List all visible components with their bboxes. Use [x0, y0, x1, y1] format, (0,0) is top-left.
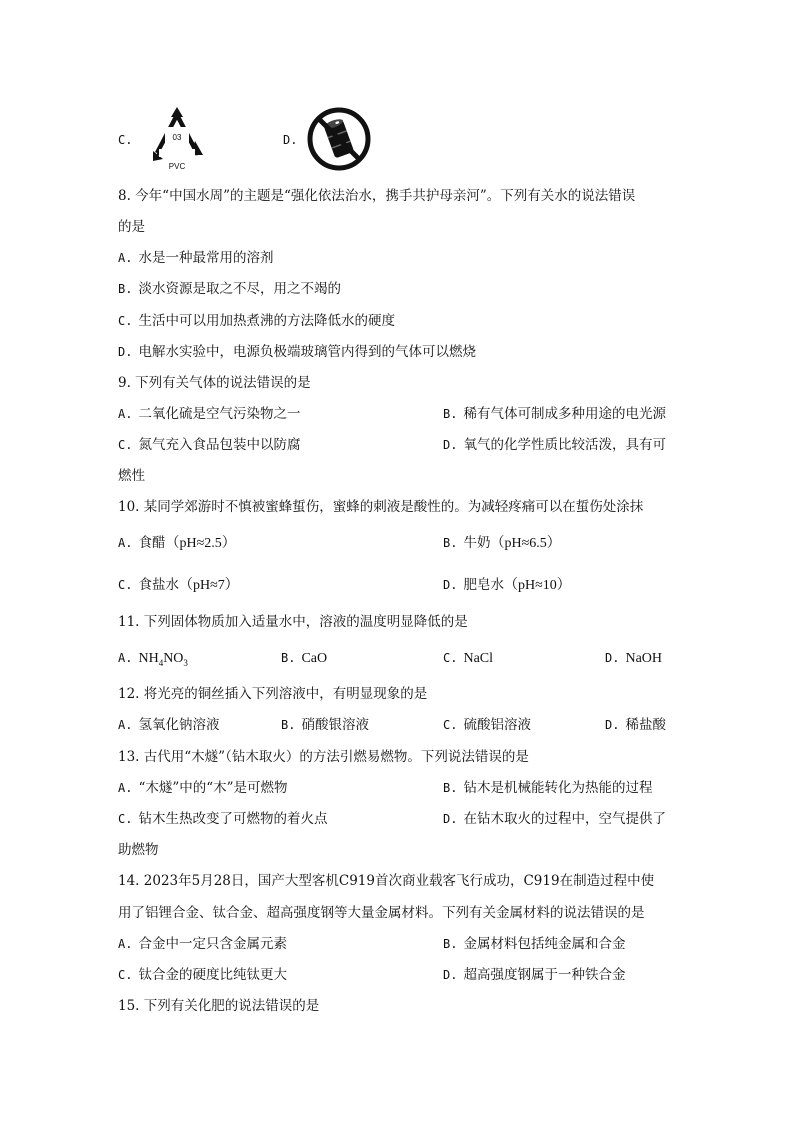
option-formula: CaO: [301, 651, 328, 666]
q10-stem: 10. 某同学郊游时不慎被蜜蜂蜇伤，蜜蜂的刺液是酸性的。为减轻疼痛可以在蜇伤处涂抹: [118, 499, 644, 515]
q13-stem: 13. 古代用“木燧”（钻木取火）的方法引燃易燃物。下列说法错误的是: [118, 749, 529, 765]
q11-option-c: [443, 648, 493, 669]
option-letter: B.: [281, 718, 296, 732]
option-ph: （pH≈10）: [503, 578, 571, 593]
q14-option-b: [443, 934, 625, 954]
q14-stem-line1: 14. 2023年5月28日，国产大型客机C919首次商业载客飞行成功，C919在制造过程中使: [118, 873, 655, 889]
option-text: 氮气充入食品包装中以防腐: [138, 437, 301, 453]
option-text: 牛奶: [463, 535, 491, 551]
option-text: 钻木生热改变了可燃物的着火点: [138, 811, 328, 827]
option-text: “木燧”中的“木”是可燃物: [138, 780, 288, 796]
option-letter: C.: [118, 812, 133, 826]
option-text: 在钻木取火的过程中，空气提供了: [463, 811, 666, 827]
option-letter: C.: [118, 133, 133, 147]
option-ph: （pH≈7）: [178, 578, 239, 593]
q9-option-b: [443, 404, 666, 424]
q9-option-d: [443, 435, 666, 455]
q11-stem: 11. 下列固体物质加入适量水中，溶液的温度明显降低的是: [118, 614, 468, 630]
q8-option-a: [118, 248, 273, 268]
option-text: 氢氧化钠溶液: [138, 717, 220, 733]
option-text: 合金中一定只含金属元素: [138, 936, 287, 952]
q9-option-c: [118, 435, 300, 455]
option-letter: A.: [118, 718, 133, 732]
option-text: 超高强度钢属于一种铁合金: [463, 967, 626, 983]
q8-option-b: [118, 279, 341, 299]
option-letter: A.: [118, 651, 133, 665]
option-ph: （pH≈2.5）: [165, 536, 236, 551]
q10-option-b: [443, 533, 561, 554]
option-text: 稀盐酸: [625, 717, 666, 733]
option-letter: D.: [605, 651, 620, 665]
q8-stem-line1: 8. 今年“中国水周”的主题是“强化依法治水，携手共护母亲河”。下列有关水的说法错误: [118, 188, 636, 204]
q8-option-c: [118, 311, 395, 331]
option-letter: C.: [443, 651, 458, 665]
q12-option-a: [118, 715, 219, 735]
q11-option-d: [605, 648, 662, 669]
option-letter: B.: [443, 407, 458, 421]
option-letter: C.: [118, 578, 133, 592]
q7-option-d: [283, 130, 303, 150]
q15-stem: 15. 下列有关化肥的说法错误的是: [118, 998, 320, 1014]
option-formula: NaOH: [625, 651, 662, 666]
option-text: 钻木是机械能转化为热能的过程: [463, 780, 653, 796]
option-text: 金属材料包括纯金属和合金: [463, 936, 626, 952]
option-text: 硫酸铝溶液: [463, 717, 531, 733]
option-letter: B.: [281, 651, 296, 665]
q11-option-a: [118, 648, 188, 673]
option-letter: B.: [118, 282, 133, 296]
option-letter: B.: [443, 781, 458, 795]
q14-option-a: [118, 934, 287, 954]
option-letter: C.: [118, 968, 133, 982]
recycle-pvc-icon: [145, 103, 209, 171]
q8-stem-line2: 的是: [118, 219, 145, 235]
q13-option-c: [118, 809, 327, 829]
option-letter: D.: [443, 578, 458, 592]
option-formula: NaCl: [463, 651, 494, 666]
option-ph: （pH≈6.5）: [490, 536, 561, 551]
option-letter: C.: [118, 314, 133, 328]
option-letter: A.: [118, 781, 133, 795]
no-dumping-barrel-icon: [306, 106, 372, 172]
option-text: 食盐水: [138, 577, 179, 593]
q10-option-a: [118, 533, 236, 554]
option-letter: D.: [118, 345, 133, 359]
option-text: 二氧化硫是空气污染物之一: [138, 406, 301, 422]
option-letter: A.: [118, 937, 133, 951]
option-letter: C.: [118, 438, 133, 452]
q13-option-b: [443, 778, 652, 798]
option-letter: D.: [605, 718, 620, 732]
q10-option-d: [443, 575, 571, 596]
recycle-label: PVC: [168, 162, 186, 171]
option-letter: D.: [283, 133, 298, 147]
option-text: 生活中可以用加热煮沸的方法降低水的硬度: [138, 313, 395, 329]
option-letter: A.: [118, 251, 133, 265]
option-text: 硝酸银溶液: [301, 717, 369, 733]
option-letter: A.: [118, 407, 133, 421]
q13-option-a: [118, 778, 288, 798]
q7-option-c: [118, 130, 138, 150]
option-text: 氧气的化学性质比较活泼，具有可: [463, 437, 666, 453]
q12-option-d: [605, 715, 666, 735]
option-text: 稀有气体可制成多种用途的电光源: [463, 406, 666, 422]
option-letter: B.: [443, 536, 458, 550]
option-text: 肥皂水: [463, 577, 504, 593]
option-letter: A.: [118, 536, 133, 550]
q13-option-d-wrap: 助燃物: [118, 842, 159, 858]
option-formula: $NH_4NO_3$: [138, 651, 188, 668]
option-letter: B.: [443, 937, 458, 951]
q9-stem: 9. 下列有关气体的说法错误的是: [118, 375, 311, 391]
q12-stem: 12. 将光亮的铜丝插入下列溶液中，有明显现象的是: [118, 686, 428, 702]
option-letter: D.: [443, 812, 458, 826]
q9-option-d-wrap: 燃性: [118, 468, 145, 484]
option-letter: D.: [443, 438, 458, 452]
q9-option-a: [118, 404, 300, 424]
q14-option-c: [118, 965, 287, 985]
option-letter: D.: [443, 968, 458, 982]
option-text: 淡水资源是取之不尽，用之不竭的: [138, 281, 341, 297]
option-text: 食醋: [138, 535, 166, 551]
q14-option-d: [443, 965, 625, 985]
q12-option-b: [281, 715, 369, 735]
q13-option-d: [443, 809, 666, 829]
q8-option-d: [118, 342, 476, 362]
recycle-code: 03: [172, 133, 182, 142]
option-text: 电解水实验中，电源负极端玻璃管内得到的气体可以燃烧: [138, 344, 476, 360]
q14-stem-line2: 用了铝锂合金、钛合金、超高强度钢等大量金属材料。下列有关金属材料的说法错误的是: [118, 905, 645, 921]
q10-option-c: [118, 575, 239, 596]
option-letter: C.: [443, 718, 458, 732]
q11-option-b: [281, 648, 327, 669]
option-text: 水是一种最常用的溶剂: [138, 250, 274, 266]
q12-option-c: [443, 715, 531, 735]
option-text: 钛合金的硬度比纯钛更大: [138, 967, 287, 983]
